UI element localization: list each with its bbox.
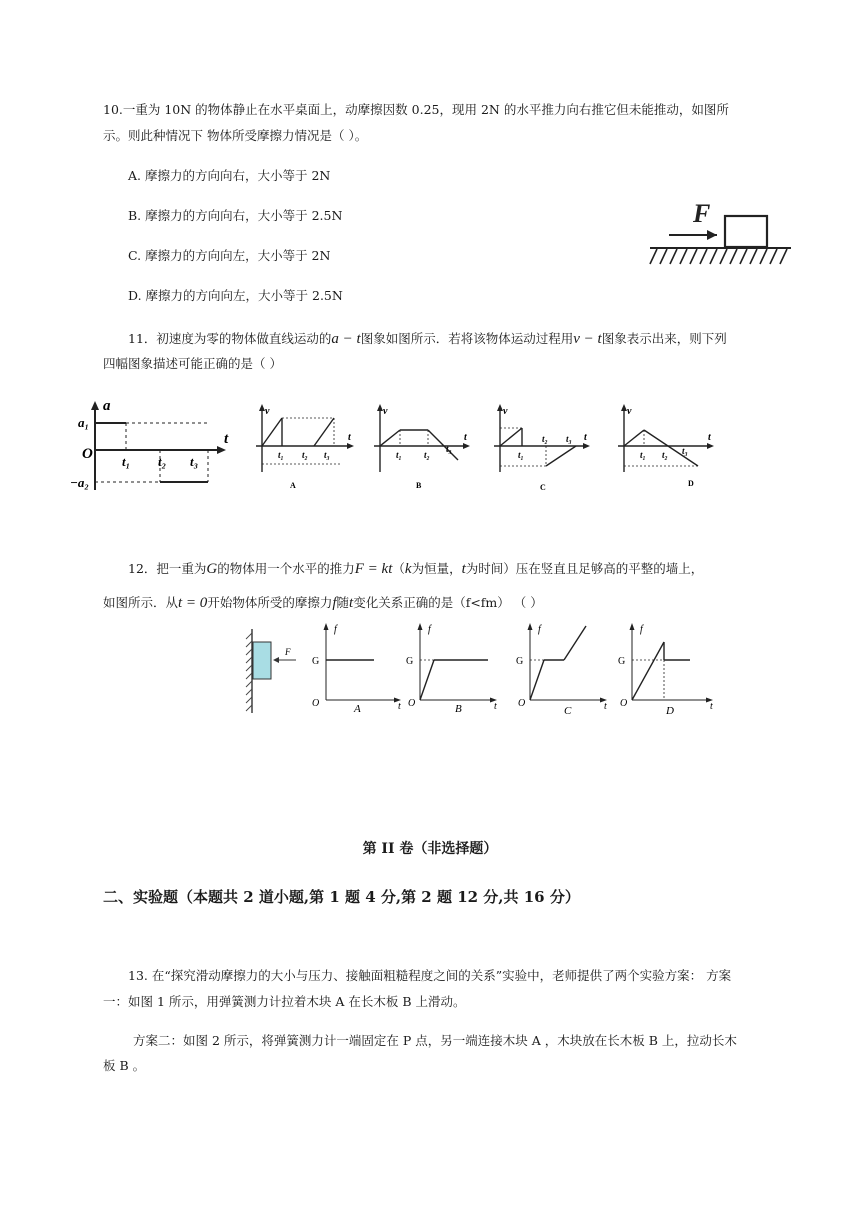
q13-line2: 一：如图 1 所示，用弹簧测力计拉着木块 A 在长木板 B 上滑动。 [103,994,466,1009]
q11-vt-graph-b [370,402,480,494]
vt-d-t1: t₁ [640,450,646,460]
q10-line2: 示。则此种情况下 物体所受摩擦力情况是（ ）。 [103,128,368,143]
q12-text-c: （ [392,561,405,576]
at-t2: t₂ [158,454,167,469]
at-origin: O [82,446,93,462]
q11-symbol-at: a − t [331,331,361,347]
q11-vt-graph-a [252,402,362,494]
q12-line1 [128,560,703,578]
vt-d-v: v [627,406,632,417]
vt-a-label: A [290,481,296,490]
q12-ft-graph-a [306,620,406,714]
ft-d-O: O [620,698,628,709]
q11-vt-graph-d [614,402,724,494]
q12-symbol-G: G [206,561,218,577]
ft-c-G: G [516,656,524,667]
ft-a-G: G [312,656,320,667]
vt-a-v: v [265,406,270,417]
vt-c-t2: t₂ [542,434,548,444]
vt-b-t2: t₂ [424,450,430,460]
vt-c-t: t [584,432,587,443]
q11-text-a: 11．初速度为零的物体做直线运动的 [128,331,332,346]
q11-line2: 四幅图象描述可能正确的是（ ） [103,356,282,371]
q12-text-g: 开始物体所受的摩擦力 [207,595,333,610]
q12-ft-graph-b [400,620,506,714]
vt-c-v: v [503,406,508,417]
q11-line1 [128,330,727,348]
q11-text-c: 图象表示出来，则下列 [601,331,727,346]
q10-option-d: D. 摩擦力的方向向左，大小等于 2.5N [128,288,343,303]
q11-at-graph [70,398,240,498]
at-x-label: t [224,431,229,447]
at-y-label: a [103,398,111,414]
ft-b-label: B [455,703,462,715]
q12-text-i: 变化关系正确的是（f<fm） （ ） [353,595,543,610]
vt-b-v: v [383,406,388,417]
q12-text-d: 为恒量， [411,561,462,576]
q12-line2 [103,594,543,612]
ft-b-O: O [408,698,416,709]
vt-c-t1: t₁ [518,450,524,460]
vt-d-t3: t₃ [682,446,688,456]
ft-a-t: t [398,701,401,712]
q13-line3: 方案二：如图 2 所示，将弹簧测力计一端固定在 P 点，另一端连接木块 A ，木块放在长木板 B 上，拉动长木 [133,1033,737,1048]
q12-text-b: 的物体用一个水平的推力 [217,561,355,576]
q12-symbol-f: f [332,595,337,611]
ft-c-f: f [538,624,541,635]
q10-force-label: F [693,199,711,228]
vt-a-t2: t₂ [302,450,308,460]
vt-b-t1: t₁ [396,450,402,460]
vt-d-label: D [688,479,694,488]
at-t3: t₃ [190,454,199,469]
q12-text-a: 12．把一重为 [128,561,207,576]
q13-line1: 13. 在“探究滑动摩擦力的大小与压力、接触面粗糙程度之间的关系”实验中，老师提供了两个实验方案： 方案 [128,968,732,983]
ft-c-t: t [604,701,607,712]
q10-option-c: C. 摩擦力的方向向左，大小等于 2N [128,248,331,263]
vt-a-t1: t₁ [278,450,284,460]
ft-d-G: G [618,656,626,667]
vt-c-label: C [540,483,546,492]
q11-vt-graph-c [490,402,600,494]
q12-symbol-F: F = kt [354,561,393,577]
at-neg-a2: −a₂ [70,475,89,490]
q12-symbol-t0: t = 0 [178,595,208,611]
ft-d-t: t [710,701,713,712]
q12-text-e: 为时间）压在竖直且足够高的平整的墙上， [465,561,704,576]
q12-symbol-t: t [461,561,466,577]
ft-b-t: t [494,701,497,712]
q12-ft-graph-d [612,620,722,717]
q12-text-f: 如图所示．从 [103,595,179,610]
ft-c-label: C [564,705,572,717]
q11-symbol-vt: v − t [573,331,602,347]
q10-figure-block-on-ground [645,198,795,270]
q12-symbol-t2: t [349,595,354,611]
vt-d-t: t [708,432,711,443]
vt-b-t: t [464,432,467,443]
q10-option-b: B. 摩擦力的方向向右，大小等于 2.5N [128,208,343,223]
ft-b-G: G [406,656,414,667]
q12-symbol-k: k [404,561,412,577]
q12-text-h: 随 [336,595,350,610]
ft-c-O: O [518,698,526,709]
at-a1: a₁ [78,415,90,430]
vt-d-t2: t₂ [662,450,668,460]
q13-line4: 板 B 。 [103,1058,146,1073]
ft-d-f: f [640,624,643,635]
ft-a-label: A [354,703,361,715]
vt-a-t3: t₃ [324,450,330,460]
part2-title: 第 II 卷（非选择题） [362,841,498,857]
vt-c-t3: t₃ [566,434,572,444]
vt-b-t3: t₃ [446,444,452,454]
q10-line1: 10.一重为 10N 的物体静止在水平桌面上，动摩擦因数 0.25，现用 2N 的水平推力向右推它但未能推动，如图所 [103,102,729,117]
at-t1: t₁ [122,454,131,469]
ft-a-f: f [334,624,337,635]
q10-option-a: A. 摩擦力的方向向右，大小等于 2N [128,168,331,183]
section2-title: 二、实验题（本题共 2 道小题,第 1 题 4 分,第 2 题 12 分,共 16 分） [103,888,580,906]
ft-a-O: O [312,698,320,709]
q12-force-label: F [285,647,291,657]
q12-figure-block-on-wall [240,625,302,717]
ft-b-f: f [428,624,431,635]
vt-b-label: B [416,481,422,490]
ft-d-label: D [666,705,674,717]
vt-a-t: t [348,432,351,443]
q12-ft-graph-c [510,620,616,717]
q11-text-b: 图象如图所示．若将该物体运动过程用 [360,331,574,346]
